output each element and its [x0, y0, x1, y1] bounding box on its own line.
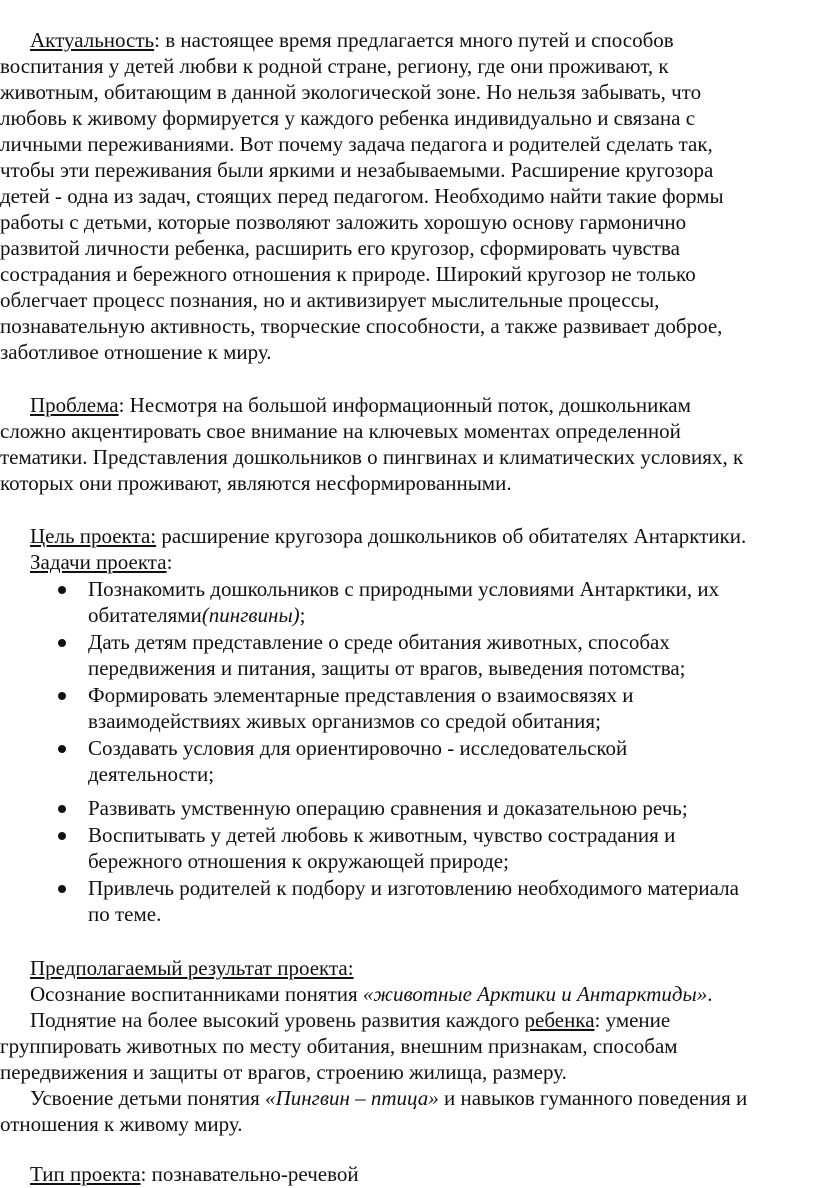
- tsel-heading: Цель проекта:: [30, 524, 157, 548]
- aktualnost-heading: Актуальность: [30, 28, 155, 52]
- rezultat-heading: Предполагаемый результат проекта:: [30, 956, 354, 980]
- bullet-icon: [58, 692, 66, 700]
- tip-line: Тип проекта: познавательно-речевой: [30, 1162, 359, 1186]
- aktualnost-line-3: животным, обитающим в данной экологической зоне. Но нельзя забывать, что: [0, 80, 702, 104]
- aktualnost-line-2: воспитания у детей любви к родной стране, региону, где они проживают, к: [0, 54, 669, 78]
- tsel-line: Цель проекта: расширение кругозора дошкольников об обитателях Антарктики.: [30, 524, 747, 548]
- rezultat-p3-line-2: отношения к живому миру.: [0, 1112, 243, 1136]
- rezultat-p2-line-3: передвижения и защиты от врагов, строению жилища, размеру.: [0, 1060, 567, 1084]
- aktualnost-line-5: личными переживаниями. Вот почему задача педагога и родителей сделать так,: [0, 132, 713, 156]
- rezultat-p1: Осознание воспитанниками понятия «животные Арктики и Антарктиды».: [30, 982, 713, 1006]
- aktualnost-line-1: Актуальность: в настоящее время предлагается много путей и способов: [30, 28, 674, 52]
- zadachi-heading-line: Задачи проекта:: [30, 550, 173, 574]
- aktualnost-line-13: заботливое отношение к миру.: [0, 340, 272, 364]
- aktualnost-line-6: чтобы эти переживания были яркими и незабываемыми. Расширение кругозора: [0, 158, 714, 182]
- aktualnost-line-4: любовь к живому формируется у каждого ребенка индивидуально и связана с: [0, 106, 696, 130]
- problema-heading: Проблема: [30, 393, 119, 417]
- aktualnost-line-8: работы с детьми, которые позволяют заложить хорошую основу гармонично: [0, 210, 687, 234]
- bullet-icon: [58, 885, 66, 893]
- bullet-icon: [58, 832, 66, 840]
- rezultat-p2-line-2: группировать животных по месту обитания, внешним признакам, способам: [0, 1034, 678, 1058]
- document-page: Актуальность: в настоящее время предлагается много путей и способов воспитания у детей любви к родной стране, региону, где они проживают, к животным, обитающим в данной экологической зоне. Но нельзя забывать, что любовь к живому формируется у каждого ребенка индивидуально и связана с личными переживаниями. Вот почему задача педагога и родителей сделать так, чтобы эти переживания были яркими и незабываемыми. Расширение кругозора детей - одна из задач, стоящих перед педагогом. Необходимо найти такие формы работы с детьми, которые позволяют заложить хорошую основу гармонично развитой личности ребенка, расширить его кругозор, сформировать чувства сострадания и бережного отношения к природе. Широкий кругозор не только облегчает процесс познания, но и активизирует мыслительные процессы, познавательную активность, творческие способности, а также развивает доброе, заботливое отношение к миру. Проблема: Несмотря на большой информационный поток, дошкольникам сложно акцентировать свое внимание на ключевых моментах определенной тематики. Представления дошкольников о пингвинах и климатических условиях, к которых они проживают, являются несформированными. Цель проекта: расширение кругозора дошкольников об обитателях Антарктики. Задачи проекта: Познакомить дошкольников с природными условиями Антарктики, их обитателями(пингвины); Дать детям представление о среде обитания животных, способах передвижения и питания, защиты от врагов, выведения потомства; Формировать элементарные представления о взаимосвязях и взаимодействиях живых организмов со средой обитания; Создавать условия для ориентировочно - исследовательской деятельности; Развивать умственную операцию сравнения и доказательною речь; Воспитывать у детей любовь к животным, чувство сострадания и бережного отношения к окружающей природе; Привлечь родителей к подбору и изготовлению необходимого материала по теме. Предполагаемый результат проекта: Осознание воспитанниками понятия «животные Арктики и Антарктиды». Поднятие на более высокий уровень развития каждого ребенка: умение группировать животных по месту обитания, внешним признакам, способам передвижения и защиты от врагов, строению жилища, размеру. Усвоение детьми понятия «Пингвин – птица» и навыков гуманного поведения и отношения к живому миру. Тип проекта: познавательно-речевой: [0, 28, 748, 1186]
- aktualnost-line-11: облегчает процесс познания, но и активизирует мыслительные процессы,: [0, 288, 660, 312]
- rezultat-p2-line-1: Поднятие на более высокий уровень развития каждого ребенка: умение: [30, 1008, 671, 1032]
- problema-line-3: тематики. Представления дошкольников о пингвинах и климатических условиях, к: [0, 445, 744, 469]
- zadachi-heading: Задачи проекта: [30, 550, 167, 574]
- problema-line-1: Проблема: Несмотря на большой информационный поток, дошкольникам: [30, 393, 691, 417]
- problema-line-4: которых они проживают, являются несформированными.: [0, 471, 512, 495]
- aktualnost-line-9: развитой личности ребенка, расширить его кругозор, сформировать чувства: [0, 236, 680, 260]
- aktualnost-line-12: познавательную активность, творческие способности, а также развивает доброе,: [0, 314, 723, 338]
- bullet-icon: [58, 639, 66, 647]
- tip-heading: Тип проекта: [30, 1162, 141, 1186]
- problema-line-2: сложно акцентировать свое внимание на ключевых моментах определенной: [0, 419, 681, 443]
- rezultat-p3-line-1: Усвоение детьми понятия «Пингвин – птица» и навыков гуманного поведения и: [30, 1086, 748, 1110]
- bullet-icon: [58, 805, 66, 813]
- rezultat-heading-line: [30, 955, 354, 981]
- bullet-icon: [58, 586, 66, 594]
- bullet-icon: [58, 745, 66, 753]
- aktualnost-line-10: сострадания и бережного отношения к природе. Широкий кругозор не только: [0, 262, 696, 286]
- aktualnost-line-7: детей - одна из задач, стоящих перед педагогом. Необходимо найти такие формы: [0, 184, 724, 208]
